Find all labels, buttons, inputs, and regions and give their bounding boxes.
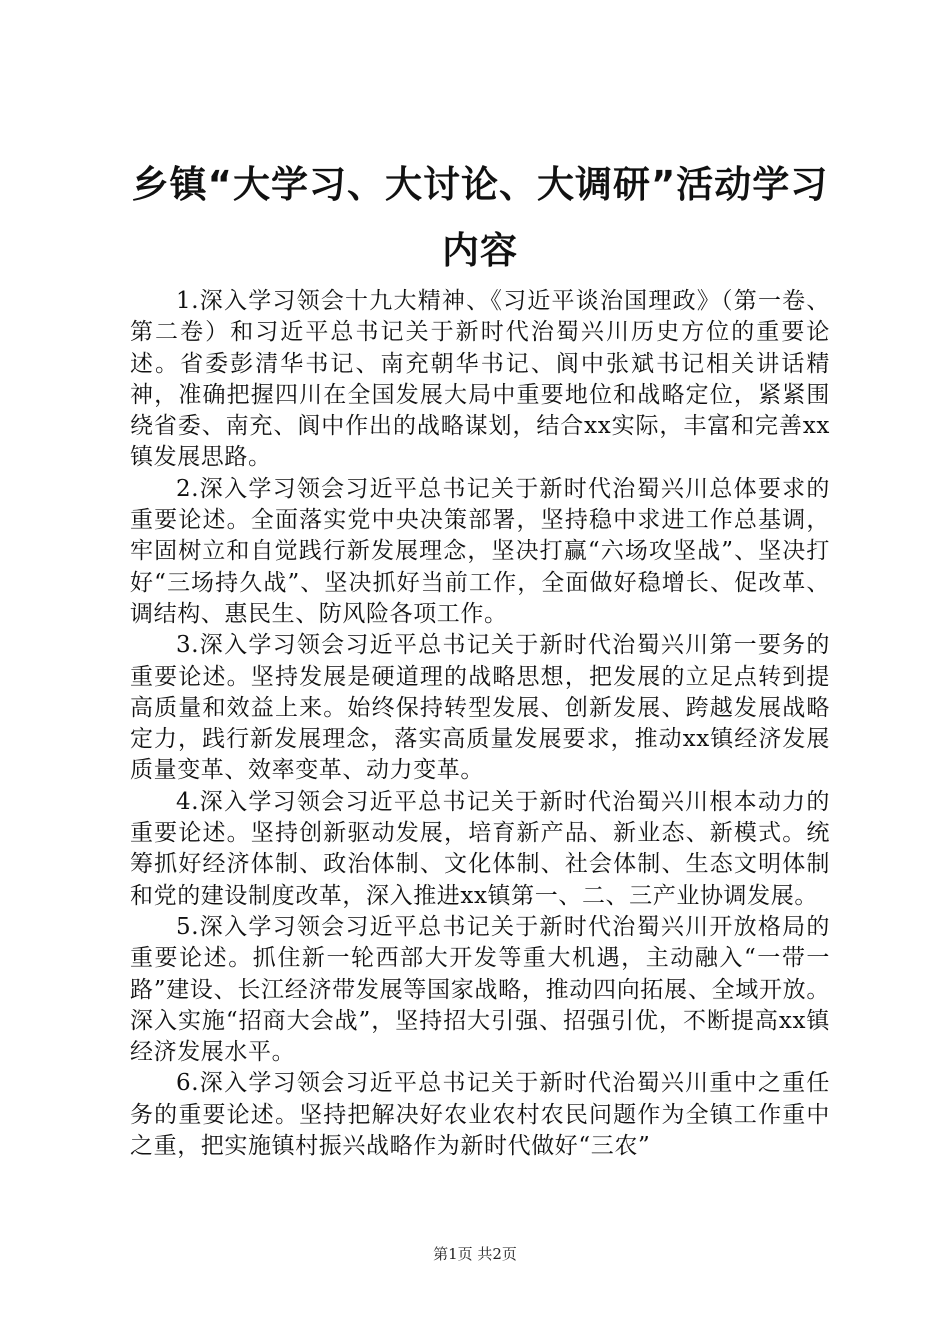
document-title: 乡镇“大学习、大讨论、大调研”活动学习内容 — [131, 163, 829, 272]
paragraph-4: 4.深入学习领会习近平总书记关于新时代治蜀兴川根本动力的重要论述。坚持创新驱动发展，培育新产品、新业态、新模式。统筹抓好经济体制、政治体制、文化体制、社会体制、生态文明体制和党的建设制度改革，深入推进xx镇第一、二、三产业协调发展。 — [130, 788, 830, 909]
paragraph-6: 6.深入学习领会习近平总书记关于新时代治蜀兴川重中之重任务的重要论述。坚持把解决好农业农村农民问题作为全镇工作重中之重，把实施镇村振兴战略作为新时代做好“三农” — [130, 1070, 830, 1160]
paragraph-1: 1.深入学习领会十九大精神、《习近平谈治国理政》（第一卷、第二卷）和习近平总书记关于新时代治蜀兴川历史方位的重要论述。省委彭清华书记、南充朝华书记、阆中张斌书记相关讲话精神，准确把握四川在全国发展大局中重要地位和战略定位，紧紧围绕省委、南充、阆中作出的战略谋划，结合xx实际，丰富和完善xx镇发展思路。 — [130, 288, 830, 471]
paragraph-3: 3.深入学习领会习近平总书记关于新时代治蜀兴川第一要务的重要论述。坚持发展是硬道理的战略思想，把发展的立足点转到提高质量和效益上来。始终保持转型发展、创新发展、跨越发展战略定力，践行新发展理念，落实高质量发展要求，推动xx镇经济发展质量变革、效率变革、动力变革。 — [130, 632, 830, 784]
paragraph-5: 5.深入学习领会习近平总书记关于新时代治蜀兴川开放格局的重要论述。抓住新一轮西部大开发等重大机遇，主动融入“一带一路”建设、长江经济带发展等国家战略，推动四向拓展、全域开放。深入实施“招商大会战”，坚持招大引强、招强引优，不断提高xx镇经济发展水平。 — [130, 913, 830, 1066]
document-body — [130, 286, 830, 1162]
paragraph-2: 2.深入学习领会习近平总书记关于新时代治蜀兴川总体要求的重要论述。全面落实党中央决策部署，坚持稳中求进工作总基调，牢固树立和自觉践行新发展理念，坚决打赢“六场攻坚战”、坚决打好“三场持久战”、坚决抓好当前工作，全面做好稳增长、促改革、调结构、惠民生、防风险各项工作。 — [130, 475, 830, 627]
page-number-footer: 第1页 共2页 — [433, 1245, 517, 1263]
